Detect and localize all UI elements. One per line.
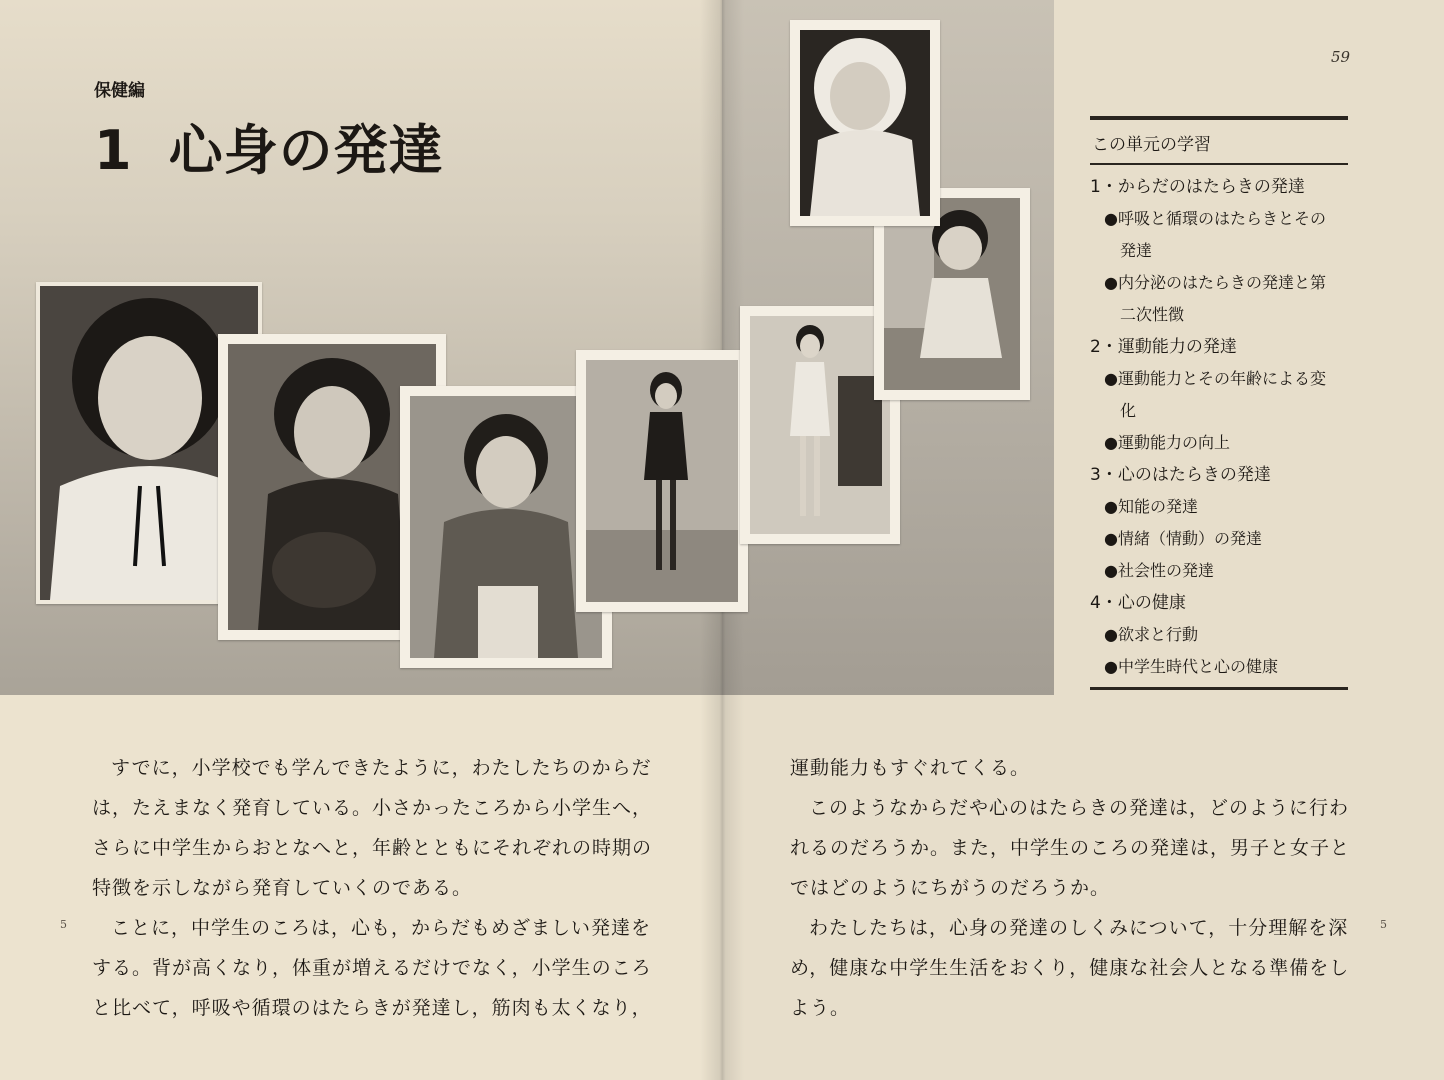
sidebar-sub-item: ●呼吸と循環のはたらきとその (1104, 209, 1326, 228)
section-label: 保健編 (94, 81, 145, 101)
sidebar-sub-item: ●運動能力の向上 (1104, 433, 1230, 452)
line-number-left: 5 (60, 918, 67, 931)
body-line: さらに中学生からおとなへと，年齢とともにそれぞれの時期の (92, 837, 653, 859)
body-line: このようなからだや心のはたらきの発達は，どのように行わ (809, 797, 1350, 819)
chapter-number: 1 (94, 119, 133, 182)
sidebar-section-item: 3・心のはたらきの発達 (1090, 465, 1271, 485)
sidebar-sub-item: ●社会性の発達 (1104, 561, 1214, 580)
unit-contents-box (1090, 116, 1348, 690)
sidebar-sub-item: 二次性徴 (1120, 305, 1185, 324)
photo-baby-bonnet (790, 20, 940, 226)
body-text-right (790, 748, 1360, 1028)
sidebar-title-rule (1090, 163, 1348, 165)
sidebar-section-item: 2・運動能力の発達 (1090, 337, 1237, 357)
page-number: 59 (1331, 48, 1351, 66)
body-line: わたしたちは，心身の発達のしくみについて，十分理解を深 (809, 917, 1349, 939)
sidebar-sub-item: ●知能の発達 (1104, 497, 1198, 516)
sidebar-sub-item: ●運動能力とその年齢による変 (1104, 369, 1326, 388)
body-line: 運動能力もすぐれてくる。 (790, 757, 1031, 779)
body-line: れるのだろうか。また，中学生のころの発達は，男子と女子と (790, 837, 1351, 859)
photo-schoolgirl-randoseru (576, 350, 748, 612)
body-line: ことに，中学生のころは，心も，からだもめざましい発達を (111, 917, 652, 939)
body-line: すでに，小学校でも学んできたように，わたしたちのからだ (111, 757, 652, 779)
sidebar-sub-item: 発達 (1120, 241, 1153, 260)
body-line: 特徴を示しながら発育していくのである。 (92, 877, 473, 899)
body-line: ではどのようにちがうのだろうか。 (790, 877, 1111, 899)
body-line: め，健康な中学生生活をおくり，健康な社会人となる準備をし (790, 957, 1350, 979)
body-line: よう。 (790, 997, 851, 1019)
sidebar-section-item: 1・からだのはたらきの発達 (1090, 177, 1305, 197)
sidebar-sub-item: 化 (1120, 401, 1137, 420)
chapter-title (94, 108, 444, 185)
line-number-right: 5 (1380, 918, 1387, 931)
sidebar-list (1090, 171, 1348, 683)
sidebar-sub-item: ●中学生時代と心の健康 (1104, 657, 1278, 676)
sidebar-title: この単元の学習 (1092, 135, 1211, 155)
sidebar-sub-item: ●内分泌のはたらきの発達と第 (1104, 273, 1326, 292)
sidebar-section-item: 4・心の健康 (1090, 593, 1186, 613)
sidebar-sub-item: ●欲求と行動 (1104, 625, 1198, 644)
sidebar-sub-item: ●情緒（情動）の発達 (1104, 529, 1262, 548)
body-line: する。背が高くなり，体重が増えるだけでなく，小学生のころ (92, 957, 652, 979)
body-line: は，たえまなく発育している。小さかったころから小学生へ， (92, 797, 653, 819)
body-text-left (92, 748, 662, 1028)
body-line: と比べて，呼吸や循環のはたらきが発達し，筋肉も太くなり， (92, 997, 652, 1019)
sidebar-bottom-rule (1090, 687, 1348, 690)
chapter-title-text: 心身の発達 (168, 119, 444, 182)
